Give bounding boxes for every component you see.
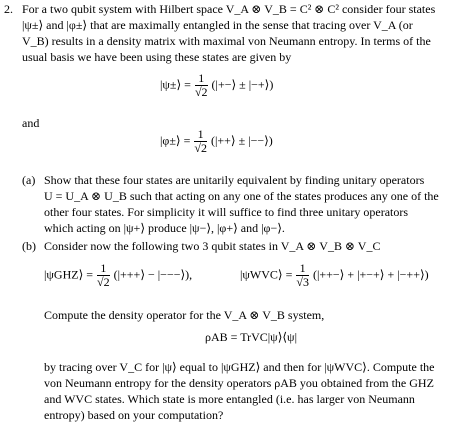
eq-wvc-lhs: |ψWVC⟩ = xyxy=(240,267,293,282)
eq-phi-den: √2 xyxy=(194,141,207,155)
eq-wvc-den: √3 xyxy=(296,275,309,289)
eq-wvc-fraction xyxy=(296,262,309,289)
part-b-line-1: Consider now the following two 3 qubit states in V_A ⊗ V_B ⊗ V_C xyxy=(44,239,381,253)
eq-psi-lhs: |ψ±⟩ = xyxy=(160,77,191,92)
eq-psi-rhs: (|+−⟩ ± |−+⟩) xyxy=(211,77,274,92)
eq-psi-den: √2 xyxy=(194,85,208,99)
intro-line-3: V_B) results in a density matrix with maximal von Neumann entropy. In terms of the xyxy=(22,34,431,48)
equation-ghz xyxy=(44,262,192,289)
equation-phi xyxy=(160,128,273,155)
eq-wvc-rhs: (|++−⟩ + |+−+⟩ + |−++⟩) xyxy=(312,267,429,282)
intro-line-4: usual basis we have been using these states are given by xyxy=(22,50,292,64)
eq-phi-rhs: (|++⟩ ± |−−⟩) xyxy=(210,133,273,148)
compute-text: Compute the density operator for the V_A ⊗ V_B system, xyxy=(44,308,325,322)
part-a-line-1: Show that these four states are unitarily equivalent by finding unitary operators xyxy=(44,173,425,187)
eq-ghz-lhs: |ψGHZ⟩ = xyxy=(44,267,94,282)
part-a-line-3: other four states. For simplicity it will suffice to find three unitary operators xyxy=(44,205,409,219)
eq-psi-num: 1 xyxy=(195,72,208,86)
equation-rho: ρAB = TrVC|ψ⟩⟨ψ| xyxy=(205,330,297,344)
part-b-text-4: entropy) based on your computation? xyxy=(44,408,224,422)
eq-phi-num: 1 xyxy=(194,128,207,142)
intro-line-1: For a two qubit system with Hilbert space V_A ⊗ V_B = C² ⊗ C² consider four states xyxy=(22,2,436,16)
problem-number: 2. xyxy=(4,2,13,16)
eq-wvc-num: 1 xyxy=(296,262,309,276)
equation-wvc xyxy=(240,262,429,289)
eq-phi-lhs: |φ±⟩ = xyxy=(160,133,191,148)
part-b-text-1: by tracing over V_C for |ψ⟩ equal to |ψGHZ⟩ and then for |ψWVC⟩. Compute the xyxy=(44,360,435,374)
eq-ghz-rhs: (|+++⟩ − |−−−⟩), xyxy=(113,267,193,282)
eq-ghz-num: 1 xyxy=(97,262,110,276)
part-b-text-3: and WVC states. Which state is more entangled (i.e. has larger von Neumann xyxy=(44,392,415,406)
part-b-label: (b) xyxy=(22,239,36,253)
eq-phi-fraction xyxy=(194,128,207,155)
equation-psi xyxy=(160,72,273,99)
intro-line-2: |ψ±⟩ and |φ±⟩ that are maximally entangled in the sense that tracing over V_A (or xyxy=(22,18,413,32)
eq-ghz-fraction xyxy=(97,262,110,289)
part-a-line-2: U = U_A ⊗ U_B such that acting on any one of the states produces any one of the xyxy=(44,189,439,203)
part-b-text-2: von Neumann entropy for the density operators ρAB you obtained from the GHZ xyxy=(44,376,434,390)
part-a-line-4: which acting on |ψ+⟩ produce |ψ−⟩, |φ+⟩ and |φ−⟩. xyxy=(44,221,285,235)
eq-psi-fraction xyxy=(195,72,208,99)
and-text: and xyxy=(22,116,40,130)
eq-ghz-den: √2 xyxy=(97,275,110,289)
part-a-label: (a) xyxy=(22,173,36,187)
